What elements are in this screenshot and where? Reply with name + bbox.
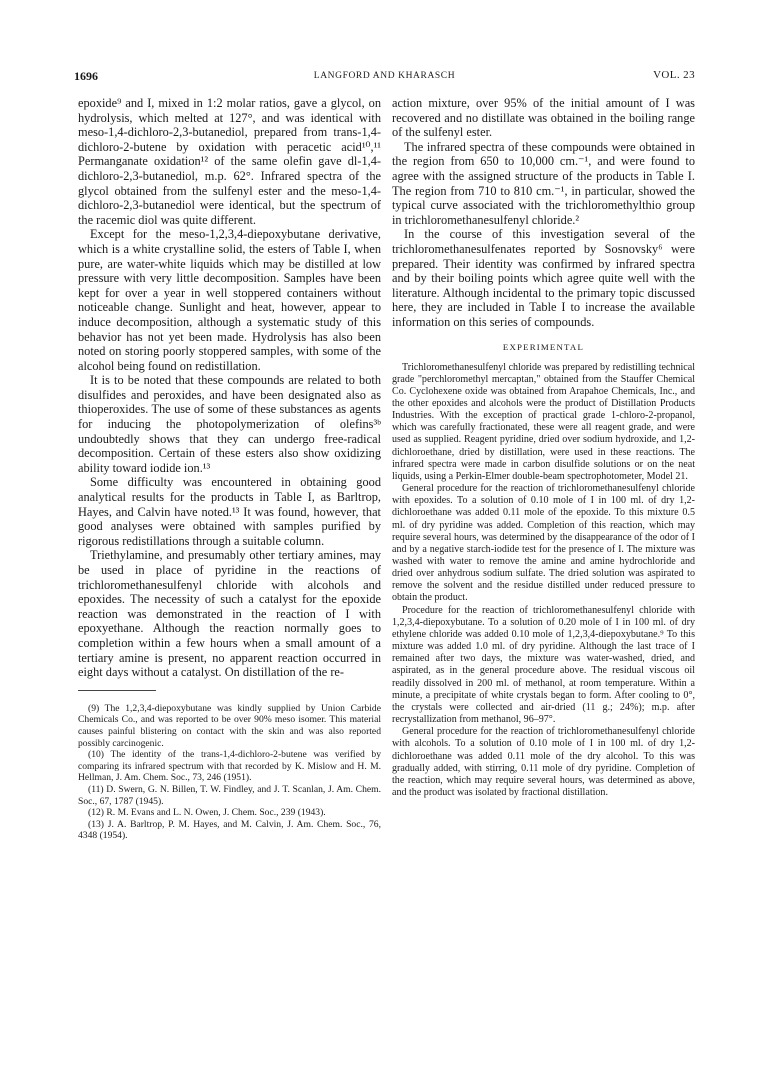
- volume-label: VOL. 23: [653, 69, 695, 81]
- experimental-paragraph: General procedure for the reaction of trichloromethanesulfenyl chloride with alcohols. To a solution of 0.10 mole of I in 100 ml. of dry 1,2-dichloroethane was added 0.11 mole of the dry alcohol. To this was gradually added, with stirring, 0.11 mole of dry pyridine. Completion of the reaction, which may require several hours, was determined as above, and the product was isolated by fractional distillation.: [392, 726, 695, 798]
- experimental-paragraph: Procedure for the reaction of trichloromethanesulfenyl chloride with 1,2,3,4-diepoxybutane. To a solution of 0.20 mole of I in 100 ml. of dry ethylene chloride was added 0.10 mole of 1,2,3,4-diepoxybutane.⁹ To this mixture was added 1.0 ml. of dry pyridine. Although the last trace of I remained after two days, the mixture was water-washed, dried, and aspirated, as in the general procedure above. The residual viscous oil readily dissolved in 200 ml. of methanol, at room temperature. Within a minute, a precipitate of white crystals began to form. After cooling to 0°, the crystals were collected and air-dried (11 g.; 24%); m.p. after recrystallization from methanol, 96–97°.: [392, 604, 695, 726]
- left-column: [78, 96, 381, 842]
- body-paragraph: action mixture, over 95% of the initial amount of I was recovered and no distillate was obtained in the boiling range of the sulfenyl ester.: [392, 96, 695, 140]
- page-number: 1696: [74, 69, 98, 83]
- footnote: (11) D. Swern, G. N. Billen, T. W. Findley, and J. T. Scanlan, J. Am. Chem. Soc., 67, 1787 (1945).: [78, 783, 381, 807]
- experimental-paragraph: General procedure for the reaction of trichloromethanesulfenyl chloride with epoxides. To a solution of 0.10 mole of I in 100 ml. of dry 1,2-dichloroethane was added 0.11 mole of the epoxide. To this mixture 0.5 ml. of dry pyridine was added. Completion of this reaction, which may require several hours, was determined by the disappearance of the odor of I and by a negative starch-iodide test for the presence of I. The mixture was washed with water to remove the amine and amine hydrochloride and dried over anhydrous sodium sulfate. The dried solution was aspirated to remove the solvent and the residue distilled under reduced pressure to obtain the product.: [392, 483, 695, 604]
- running-authors: LANGFORD AND KHARASCH: [313, 71, 456, 81]
- body-paragraph: In the course of this investigation several of the trichloromethanesulfenates reported by Sosnovsky⁶ were prepared. Their identity was confirmed by infrared spectra and by their boiling points which agree quite well with the literature. Although incidental to the primary topic discussed here, they are included in Table I to increase the available information on this series of compounds.: [392, 227, 695, 329]
- right-column: [392, 96, 695, 799]
- footnote: (13) J. A. Barltrop, P. M. Hayes, and M. Calvin, J. Am. Chem. Soc., 76, 4348 (1954).: [78, 818, 381, 842]
- running-header: [74, 69, 695, 85]
- body-paragraph: Except for the meso-1,2,3,4-diepoxybutane derivative, which is a white crystalline solid, the esters of Table I, when pure, are water-white liquids which may be distilled at low pressure with very little decomposition. Samples have been kept for over a year in well stoppered containers without noticeable change. Sunlight and heat, however, appear to induce decomposition, although a systematic study of this behavior has not yet been made. Hydrolysis has also been noted on storing poorly stoppered samples, with some of the alcohol being found on redistillation.: [78, 227, 381, 373]
- body-paragraph: Some difficulty was encountered in obtaining good analytical results for the products in Table I, as Barltrop, Hayes, and Calvin have noted.¹³ It was found, however, that good analyses were obtained with samples purified by rigorous redistillations through a suitable column.: [78, 475, 381, 548]
- body-paragraph: The infrared spectra of these compounds were obtained in the region from 650 to 10,000 cm.⁻¹, and were found to agree with the assigned structure of the products in Table I. The region from 710 to 810 cm.⁻¹, in particular, showed the typical curve associated with the trichloromethylthio group in trichloromethanesulfenyl chloride.²: [392, 139, 695, 227]
- body-paragraph: It is to be noted that these compounds are related to both disulfides and peroxides, and have been designated also as thioperoxides. The use of some of these substances as agents for inducing the photopolymerization of olefins³ᵇ undoubtedly shows that they can undergo free-radical decomposition. Certain of these esters also show oxidizing ability toward iodide ion.¹³: [78, 373, 381, 475]
- body-paragraph: Triethylamine, and presumably other tertiary amines, may be used in place of pyridine in the reactions of trichloromethanesulfenyl chloride with alcohols and epoxides. The necessity of such a catalyst for the epoxide reaction was demonstrated in the reaction of I with epoxyethane. Although the reaction normally goes to completion within a few hours when a small amount of a tertiary amine is present, no apparent reaction occurred in eight days without a catalyst. On distillation of the re-: [78, 548, 381, 680]
- footnote: (10) The identity of the trans-1,4-dichloro-2-butene was verified by comparing its infrared spectrum with that recorded by K. Mislow and H. M. Hellman, J. Am. Chem. Soc., 73, 246 (1951).: [78, 749, 381, 784]
- body-paragraph: epoxide⁹ and I, mixed in 1:2 molar ratios, gave a glycol, on hydrolysis, which melted at 127°, and was identical with meso-1,4-dichloro-2,3-butanediol, prepared from trans-1,4-dichloro-2-butene by oxidation with peracetic acid¹⁰,¹¹ Permanganate oxidation¹² of the same olefin gave dl-1,4-dichloro-2,3-butanediol, m.p. 62°. Infrared spectra of the glycol obtained from the sulfenyl ester and the meso-1,4-dichloro-2,3-butanediol were identical, but the spectrum of the racemic diol was quite different.: [78, 96, 381, 227]
- section-heading-experimental: EXPERIMENTAL: [502, 341, 585, 352]
- experimental-paragraph: Trichloromethanesulfenyl chloride was prepared by redistilling technical grade "perchloromethyl mercaptan," obtained from the Stauffer Chemical Co. Cyclohexene oxide was obtained from Arapahoe Chemicals, Inc., and the other epoxides and alcohols were the product of Distillation Products Industries. With the exception of practical grade 1-chloro-2-propanol, which was carefully fractionated, these were all reagent grade, and were used as supplied. Reagent pyridine, dried over sodium hydroxide, and 1,2-dichloroethane, dried by distillation, were used in these reactions. The infrared spectra were made in carbon disulfide solutions or on the neat liquids, using a Perkin-Elmer double-beam spectrophotometer, Model 21.: [392, 361, 695, 482]
- footnote-divider: [78, 690, 156, 691]
- footnote: (12) R. M. Evans and L. N. Owen, J. Chem. Soc., 239 (1943).: [88, 807, 326, 819]
- footnote: (9) The 1,2,3,4-diepoxybutane was kindly supplied by Union Carbide Chemicals Co., and was reported to be over 90% meso isomer. This material causes painful blistering on contact with the skin and was also reported possibly carcinogenic.: [78, 702, 381, 749]
